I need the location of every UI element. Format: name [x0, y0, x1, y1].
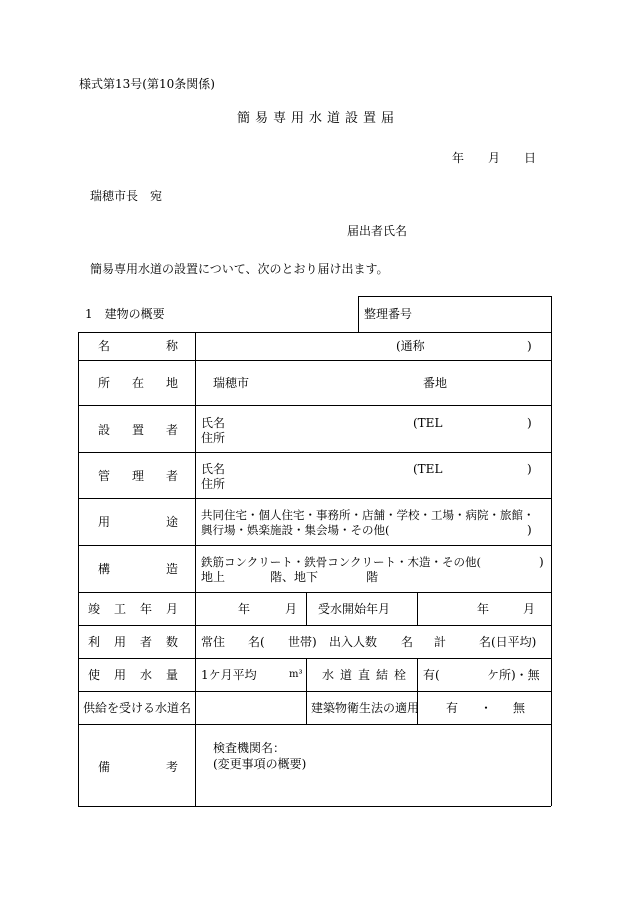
structure-chijo: 地上	[201, 570, 226, 584]
building-law-label: 建築物衛生法の適用	[311, 701, 420, 715]
manager-label-1: 管	[98, 469, 111, 483]
location-label-1: 所	[98, 376, 111, 390]
structure-kai: 階	[366, 570, 379, 584]
date-year: 年	[452, 151, 465, 165]
manager-close-paren: )	[527, 462, 532, 476]
water-unit: m³	[289, 669, 303, 680]
structure-label-b: 造	[166, 562, 179, 576]
water-start-month: 月	[523, 602, 536, 616]
remarks-change-summary: (変更事項の概要)	[213, 757, 307, 771]
intro-text: 簡易専用水道の設置について、次のとおり届け出ます。	[90, 262, 389, 276]
manager-address: 住所	[201, 477, 226, 491]
manager-tel: (TEL	[413, 462, 443, 476]
location-label-2: 在	[132, 376, 145, 390]
water-label-2: 用	[114, 668, 127, 682]
location-label-3: 地	[166, 376, 179, 390]
remarks-inspection-agency: 検査機関名：	[213, 741, 286, 755]
remarks-label-b: 考	[166, 760, 179, 774]
installer-name: 氏名	[201, 416, 226, 430]
users-shutsunyu: 出入人数	[329, 635, 378, 649]
users-mei-paren: 名(	[248, 635, 265, 649]
manager-label-3: 者	[166, 469, 179, 483]
name-close-paren: )	[527, 339, 532, 353]
form-title: 簡易専用水道設置届	[237, 111, 400, 126]
installer-label-2: 置	[132, 423, 145, 437]
completion-label-1: 竣	[88, 602, 101, 616]
users-jochu: 常住	[201, 635, 226, 649]
form-number: 様式第13号(第10条関係)	[79, 77, 215, 91]
completion-month: 月	[285, 602, 298, 616]
completion-label-2: 工	[114, 602, 127, 616]
water-label-3: 水	[140, 668, 153, 682]
manager-label-2: 理	[132, 469, 145, 483]
use-line-2: 興行場・娯楽施設・集会場・その他(	[201, 523, 390, 537]
direct-label-4: 結	[376, 668, 389, 682]
installer-close-paren: )	[527, 416, 532, 430]
direct-ari: 有(	[423, 668, 440, 682]
water-start-year: 年	[477, 602, 490, 616]
date-month: 月	[488, 151, 501, 165]
structure-close-paren: )	[539, 555, 544, 569]
supplier-label: 供給を受ける水道名	[83, 701, 192, 715]
users-label-2: 用	[114, 635, 127, 649]
installer-tel: (TEL	[413, 416, 443, 430]
remarks-label-a: 備	[98, 760, 111, 774]
name-label-a: 名	[98, 339, 111, 353]
direct-label-1: 水	[322, 668, 335, 682]
direct-label-2: 道	[340, 668, 353, 682]
completion-label-4: 月	[166, 602, 179, 616]
section-heading: 1 建物の概要	[85, 307, 165, 321]
water-label-1: 使	[88, 668, 101, 682]
structure-label-a: 構	[98, 562, 111, 576]
date-day: 日	[524, 151, 537, 165]
installer-label-3: 者	[166, 423, 179, 437]
direct-label-3: 直	[358, 668, 371, 682]
installer-label-1: 設	[98, 423, 111, 437]
water-start-label: 受水開始年月	[318, 602, 391, 616]
law-nashi: 無	[513, 701, 526, 715]
law-ari: 有	[446, 701, 459, 715]
applicant-label: 届出者氏名	[347, 224, 408, 238]
users-label-4: 数	[166, 635, 179, 649]
use-line-1: 共同住宅・個人住宅・事務所・店舗・学校・工場・病院・旅館・	[201, 508, 535, 522]
users-setai: 世帯)	[288, 635, 317, 649]
addressee: 瑞穂市長 宛	[90, 189, 163, 203]
structure-kai-chika: 階、地下	[270, 570, 319, 584]
completion-label-3: 年	[140, 602, 153, 616]
installer-address: 住所	[201, 431, 226, 445]
manager-name: 氏名	[201, 462, 226, 476]
use-label-b: 途	[166, 515, 179, 529]
users-mei: 名	[401, 635, 414, 649]
ref-number-label: 整理番号	[364, 307, 413, 321]
use-label-a: 用	[98, 515, 111, 529]
water-label-4: 量	[166, 668, 179, 682]
users-label-3: 者	[140, 635, 153, 649]
structure-line-1: 鉄筋コンクリート・鉄骨コンクリート・木造・その他(	[201, 555, 482, 569]
name-tsusho: (通称	[396, 339, 425, 353]
users-daily: 名(日平均)	[479, 635, 537, 649]
location-banchi: 番地	[423, 376, 448, 390]
use-close-paren: )	[527, 523, 532, 537]
direct-label-5: 栓	[394, 668, 407, 682]
law-dot: ・	[480, 701, 493, 715]
location-city: 瑞穂市	[213, 376, 250, 390]
name-label-b: 称	[166, 339, 179, 353]
completion-year: 年	[238, 602, 251, 616]
water-monthly-avg: 1ケ月平均	[201, 668, 257, 682]
users-kei: 計	[434, 635, 447, 649]
users-label-1: 利	[88, 635, 101, 649]
direct-count: ケ所)・無	[487, 668, 540, 682]
